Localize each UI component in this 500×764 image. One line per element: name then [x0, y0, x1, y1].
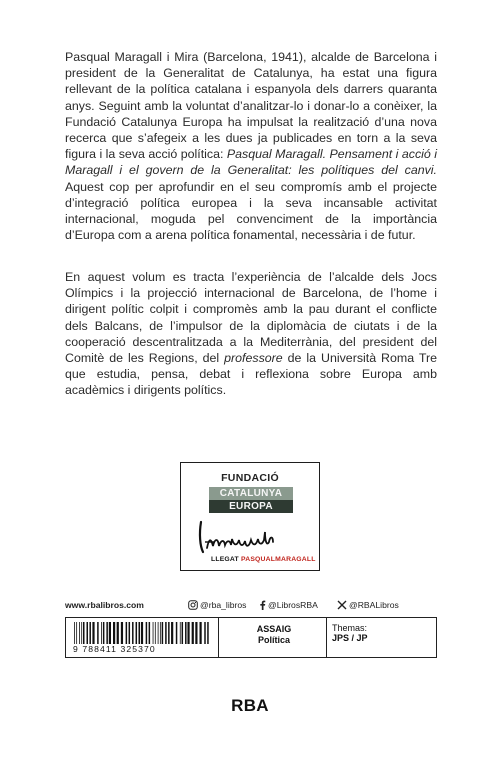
barcode-bar: [171, 622, 173, 644]
themas-block: [332, 623, 368, 643]
barcode-bar: [87, 622, 89, 644]
synopsis-text: Aquest cop per aprofundir en el seu compromís amb el projecte d’integració política europea i la seva incansable activitat internacional, moguda pel convenciment de la importància d’Europa com a arena política fonamental, necessària i de futur.: [65, 179, 437, 243]
barcode-bar: [106, 622, 108, 644]
themas-codes: JPS / JP: [332, 633, 368, 643]
barcode-bar: [207, 622, 209, 644]
legat-name: PASQUALMARAGALL: [240, 556, 316, 563]
publisher-logo: RBA: [231, 696, 269, 715]
barcode-bar: [168, 622, 170, 644]
barcode-bar: [146, 622, 148, 644]
instagram-icon: [188, 600, 198, 610]
facebook-icon: [259, 600, 266, 610]
barcode-bar: [89, 622, 91, 644]
barcode-bar: [126, 622, 128, 644]
barcode-bar: [200, 622, 202, 644]
barcode-bar: [76, 622, 77, 644]
barcode-bar: [195, 622, 197, 644]
category-subject: Política: [257, 635, 290, 645]
synopsis-text: de la Università Roma Tre que estudia, pensa, debat i reflexiona sobre Europa amb acadèmics i dirigents polítics.: [65, 351, 437, 398]
synopsis-text: En aquest volum es tracta l’experiència de l’alcalde dels Jocs Olímpics i la projecció internacional de Barcelona, de l’home i dirigent polític colpit i compromès amb la pau durant el conflicte dels Balcans, de l’impulsor de la diplomàcia de ciutats i de la cooperació descentralitzada a la Mediterrània, del president del Comitè de les Regions, del: [65, 270, 437, 366]
barcode-bar: [83, 622, 85, 644]
barcode-bar: [136, 622, 138, 644]
legat-caption: [211, 556, 316, 563]
category-genre: ASSAIG: [256, 624, 292, 634]
barcode-bar: [160, 622, 161, 644]
barcode-bar: [187, 622, 189, 644]
isbn-number: 9 788411 325370: [73, 644, 156, 654]
fundacio-catalunya-europa-logo: [180, 462, 320, 571]
x-link[interactable]: [337, 600, 399, 610]
barcode-bar: [129, 622, 131, 644]
barcode-bar: [101, 622, 102, 644]
x-icon: [337, 600, 347, 610]
barcode-bar: [192, 622, 194, 644]
social-links-row: [65, 600, 437, 612]
barcode-bar: [121, 622, 123, 644]
logo-line-europa: EUROPA: [209, 500, 293, 513]
barcode-bar: [103, 622, 105, 644]
divider: [218, 618, 219, 657]
barcode-bar: [139, 622, 141, 644]
synopsis-paragraph-1: [65, 49, 437, 243]
barcode-bar: [158, 622, 159, 644]
x-handle: @RBALibros: [349, 600, 399, 610]
barcode-bar: [155, 622, 156, 644]
barcode-bar: [204, 622, 206, 644]
logo-line-fundacio: FUNDACIÓ: [221, 472, 279, 484]
divider: [326, 618, 327, 657]
barcode-bar: [117, 622, 119, 644]
themas-label: Themas:: [332, 623, 368, 633]
barcode-bar: [79, 622, 80, 644]
website-link[interactable]: www.rbalibros.com: [65, 600, 144, 610]
instagram-link[interactable]: [188, 600, 246, 610]
barcode-bar: [182, 622, 184, 644]
barcode-bar: [141, 622, 143, 644]
barcode-bar: [109, 622, 111, 644]
barcode-bar: [113, 622, 115, 644]
barcode-bar: [162, 622, 164, 644]
facebook-link[interactable]: [259, 600, 318, 610]
instagram-handle: @rba_libros: [200, 600, 247, 610]
barcode-bar: [149, 622, 151, 644]
barcode-bar: [97, 622, 99, 644]
barcode-bar: [132, 622, 134, 644]
barcode-bar: [180, 622, 181, 644]
logo-line-catalunya: CATALUNYA: [209, 487, 293, 500]
barcode-bar: [165, 622, 167, 644]
synopsis-paragraph-2: [65, 269, 437, 399]
barcode-bar: [92, 622, 94, 644]
barcode-image: [72, 622, 212, 644]
synopsis-text: Pasqual Maragall i Mira (Barcelona, 1941), alcalde de Barcelona i president de la Generalitat de Catalunya, ha estat una figura rellevant de la política catalana i espanyola dels darrers quaranta anys. Seguint amb la voluntat d’analitzar-lo i donar-lo a conèixer, la Fundació Catalunya Europa ha impulsat la realització d’una nova recerca que s’afegeix a les dues ja publicades en torn a la seva figura i la seva acció política:: [65, 50, 437, 162]
italic-term: professore: [224, 351, 283, 366]
barcode-bar: [185, 622, 187, 644]
barcode-bar: [176, 622, 178, 644]
isbn-info-box: [65, 617, 437, 658]
barcode-bar: [153, 622, 154, 644]
signature-image: [195, 512, 307, 556]
legat-prefix: LLEGAT: [211, 556, 239, 563]
facebook-handle: @LibrosRBA: [268, 600, 318, 610]
barcode-bar: [74, 622, 75, 644]
category-block: [224, 624, 324, 646]
barcode-bar: [81, 622, 82, 644]
book-titles: Pasqual Maragall. Pensament i acció i Maragall i el govern de la Generalitat: les polítiques del canvi.: [65, 147, 438, 178]
